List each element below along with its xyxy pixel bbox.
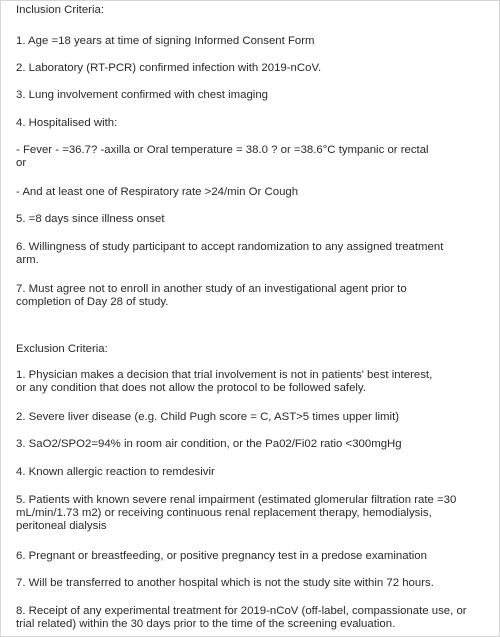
exclusion-item-3: 3. SaO2/SPO2=94% in room air condition, or the Pa02/Fi02 ratio <300mgHg xyxy=(16,438,402,450)
inclusion-item-3: 3. Lung involvement confirmed with chest imaging xyxy=(16,89,268,101)
exclusion-heading: Exclusion Criteria: xyxy=(16,343,108,355)
exclusion-item-8: 8. Receipt of any experimental treatment for 2019-nCoV (off-label, compassionate use, or trial related) within the 30 days prior to the time of the screening evaluation. xyxy=(16,605,467,630)
inclusion-item-6: 6. Willingness of study participant to accept randomization to any assigned treatment arm. xyxy=(16,241,444,266)
inclusion-item-respiratory: - And at least one of Respiratory rate >24/min Or Cough xyxy=(16,186,299,198)
inclusion-item-5: 5. =8 days since illness onset xyxy=(16,213,165,225)
inclusion-heading: Inclusion Criteria: xyxy=(16,4,104,16)
exclusion-item-6: 6. Pregnant or breastfeeding, or positive pregnancy test in a predose examination xyxy=(16,550,427,562)
inclusion-item-fever: - Fever - =36.7? -axilla or Oral temperature = 38.0 ? or =38.6°C tympanic or rectal or xyxy=(16,144,429,169)
inclusion-item-7: 7. Must agree not to enroll in another study of an investigational agent prior to completion of Day 28 of study. xyxy=(16,283,407,308)
inclusion-item-4: 4. Hospitalised with: xyxy=(16,117,118,129)
exclusion-item-2: 2. Severe liver disease (e.g. Child Pugh score = C, AST>5 times upper limit) xyxy=(16,411,400,423)
exclusion-item-4: 4. Known allergic reaction to remdesivir xyxy=(16,466,215,478)
exclusion-item-5: 5. Patients with known severe renal impairment (estimated glomerular filtration rate =30 mL/min/1.73 m2) or receiving continuous renal replacement therapy, hemodialysis, peritoneal dialysis xyxy=(16,494,457,532)
inclusion-item-2: 2. Laboratory (RT-PCR) confirmed infection with 2019-nCoV. xyxy=(16,62,322,74)
exclusion-item-1: 1. Physician makes a decision that trial involvement is not in patients' best interest, or any condition that does not allow the protocol to be followed safely. xyxy=(16,369,433,394)
inclusion-item-1: 1. Age =18 years at time of signing Informed Consent Form xyxy=(16,35,315,47)
exclusion-item-7: 7. Will be transferred to another hospital which is not the study site within 72 hours. xyxy=(16,577,434,589)
